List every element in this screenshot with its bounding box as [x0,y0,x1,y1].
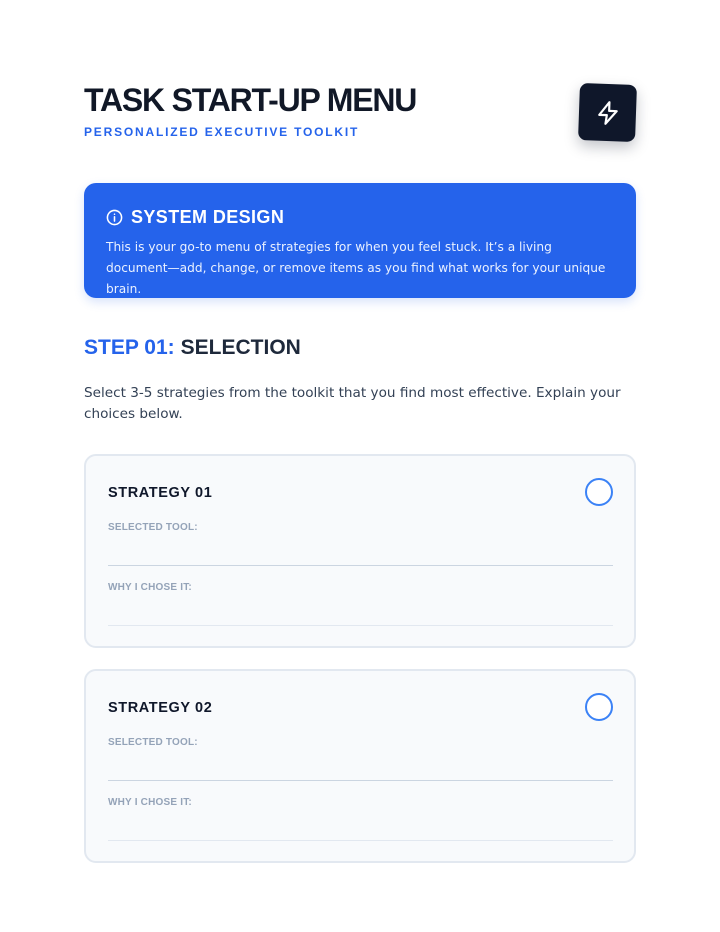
strategy-card-01 [84,454,636,648]
why-chose-input-line[interactable] [108,625,613,626]
selected-tool-input-line[interactable] [108,565,613,566]
selected-tool-label: SELECTED TOOL: [108,737,198,748]
page-header [84,82,636,144]
system-design-callout [84,183,636,298]
strategy-checkbox[interactable] [585,693,613,721]
strategy-checkbox[interactable] [585,478,613,506]
page-subtitle: PERSONALIZED EXECUTIVE TOOLKIT [84,125,360,139]
selected-tool-input-line[interactable] [108,780,613,781]
page-title: TASK START-UP MENU [84,82,417,118]
step-heading [84,336,301,360]
callout-text: This is your go-to menu of strategies for when you feel stuck. It’s a living document—add, change, or remove items as you find what works for your unique brain. [106,240,606,296]
why-chose-input-line[interactable] [108,840,613,841]
step-label: SELECTION [180,336,301,359]
selected-tool-label: SELECTED TOOL: [108,522,198,533]
lightning-bolt-icon [578,83,637,142]
intro-text: Select 3-5 strategies from the toolkit that you find most effective. Explain your choices below. [84,385,621,422]
strategy-title: STRATEGY 02 [108,700,213,716]
strategy-card-02 [84,669,636,863]
info-icon [106,209,123,226]
why-chose-label: WHY I CHOSE IT: [108,582,192,593]
why-chose-label: WHY I CHOSE IT: [108,797,192,808]
callout-title: SYSTEM DESIGN [131,207,285,227]
step-number: STEP 01: [84,336,175,359]
strategy-title: STRATEGY 01 [108,485,213,501]
